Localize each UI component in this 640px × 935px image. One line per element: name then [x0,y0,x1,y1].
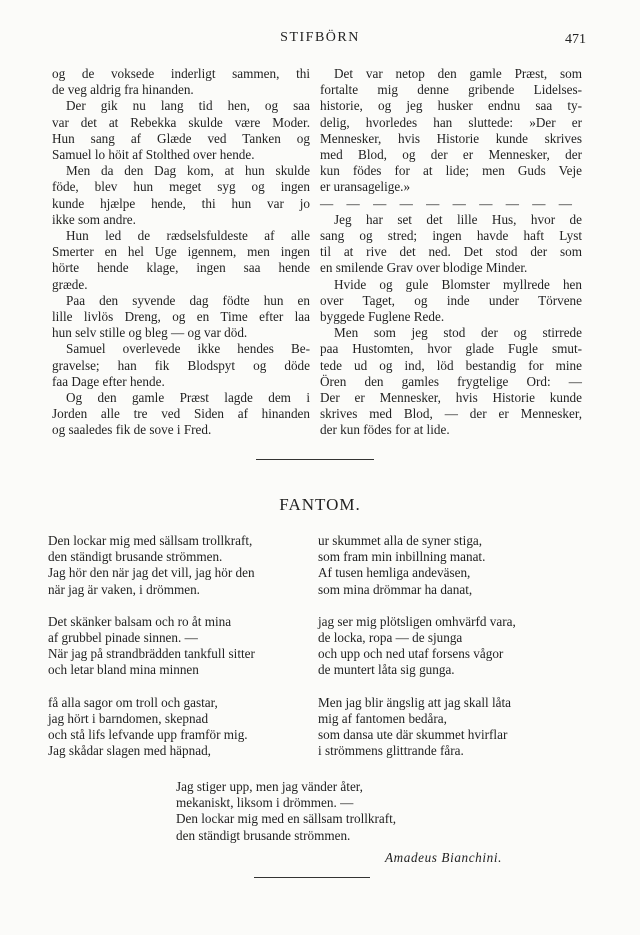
dash: — [452,195,466,211]
poem-title: FANTOM. [279,495,361,514]
verse-line: mekaniskt, liksom i drömmen. — [176,795,354,811]
text-line: paa Hustomten, hvor glade Fugle smut- [320,341,582,357]
verse-line: och stå lifs lefvande upp framför mig. [48,727,248,743]
text-line: Men som jeg stod der og stirrede [334,325,582,341]
verse-line: Men jag blir ängslig att jag skall låta [318,694,512,710]
paragraph [52,163,310,228]
dash: — [399,195,413,211]
verse-line: den ständigt brusande strömmen. [176,827,351,843]
poem-final-stanza [176,779,506,844]
verse-line: jag hört i barndomen, skepnad [48,710,209,726]
verse-line: Af tusen hemliga andeväsen, [318,565,471,581]
text-line: Det var netop den gamle Præst, som [334,66,582,81]
verse-line: Den lockar mig med en sällsam trollkraft, [176,811,397,827]
paragraph [320,66,582,196]
text-line: over Taget, og inde under Törvene [320,292,582,308]
text-line: föde, blev hun meget syg og ingen [52,179,310,195]
text-line: Hvide og gule Blomster myllrede hen [334,276,582,292]
paragraph [52,293,310,342]
text-line: Der er Mennesker, hvis Historie kunde [320,390,582,406]
text-line: Smerter en hel Uge igennem, men ingen [52,244,310,260]
text-line: der kun födes for at lide. [320,422,450,438]
text-line: til at rive det ned. Det stod der som [320,244,582,260]
paragraph [52,390,310,439]
verse-line: Den lockar mig med sällsam trollkraft, [48,533,253,548]
text-line: Jorden alle tre ved Siden af hinanden [52,406,310,422]
text-line: faa Dage efter hende. [52,373,165,389]
dash: — [558,195,572,211]
text-line: skrives med Blod, — der er Mennesker, [320,406,582,422]
paragraph [52,341,310,390]
text-line: tede ud og ind, löd bestandig for mine [320,357,582,373]
text-line: delig, hvorledes han sluttede: »Der er [320,114,582,130]
verse-line: jag ser mig plötsligen omhvärfd vara, [318,613,516,629]
verse-line: af grubbel pinade sinnen. — [48,630,198,646]
text-line: Jeg har set det lille Hus, hvor de [334,211,582,227]
verse-line: när jag är vaken, i drömmen. [48,581,200,597]
prose-left-column [52,66,310,439]
verse-line: de locka, ropa — de sjunga [318,630,463,646]
poem-author: Amadeus Bianchini. [384,850,502,865]
text-line: hun selv stille og bleg — og var död. [52,325,248,341]
dash: — [426,195,440,211]
verse-line: som dansa ute där skummet hvirflar [318,727,508,743]
page-number: 471 [565,32,586,47]
dash: — [320,195,334,211]
poem-right-column [318,533,588,759]
text-line: de veg aldrig fra hinanden. [52,82,194,98]
paragraph [320,325,582,438]
verse-line: de muntert låta sig gunga. [318,662,455,678]
verse-line: och letar bland mina minnen [48,662,199,678]
paragraph [52,98,310,163]
text-line: og saaledes fik de sove i Fred. [52,422,212,438]
verse-line: som mina drömmar ha danat, [318,581,473,597]
verse-line: som fram min inbillning manat. [318,549,486,565]
text-line: fortalte mig denne gribende Lidelses- [320,82,582,98]
text-line: kun födes for at lide; men Guds Veje [320,163,582,179]
verse-line: och upp och ned utaf forsens vågor [318,646,504,662]
dash: — [346,195,360,211]
paragraph [320,277,582,326]
text-line: Samuel overlevede ikke hendes Be- [66,341,310,357]
text-line: historie, og jeg husker endnu saa ty- [320,98,582,114]
text-line: er uransagelige.» [320,179,411,195]
paragraph [52,66,310,98]
text-line: Men da den Dag kom, at hun skulde [66,163,310,179]
text-line: en smilende Grav over blodige Minder. [320,260,528,276]
verse-line: Jag hör den när jag det vill, jag hör den [48,565,255,581]
paragraph [52,228,310,293]
running-header: STIFBÖRN [280,30,360,45]
section-divider [256,459,374,460]
text-line: Ören den gamles frygtelige Ord: — [320,373,582,389]
text-line: Hun sang af Glæde ved Tanken og [52,130,310,146]
text-line: med Blod, og der er Mennesker, der [320,147,582,163]
text-line: ikke som andre. [52,211,136,227]
verse-line: få alla sagor om troll och gastar, [48,694,218,710]
verse-line: När jag på strandbrädden tankfull sitter [48,646,255,662]
text-line: græde. [52,276,88,292]
section-break-dashes [320,196,582,212]
paragraph [320,212,582,277]
verse-line: mig af fantomen bedåra, [318,710,447,726]
dash: — [373,195,387,211]
text-line: og de voksede inderligt sammen, thi [52,66,310,81]
text-line: byggede Fuglene Rede. [320,309,445,325]
text-line: kunde hjælpe hende, thi hun var jo [52,195,310,211]
text-line: gravelse; han fik Blodspyt og döde [52,357,310,373]
end-divider [254,877,370,878]
dash: — [479,195,493,211]
text-line: Mennesker, hvis Historie kunde skrives [320,130,582,146]
verse-line: Jag skådar slagen med häpnad, [48,743,211,759]
verse-line: i strömmens glittrande fåra. [318,743,464,759]
verse-line: Jag stiger upp, men jag vänder åter, [176,779,363,794]
text-line: sang og stred; ingen havde haft Lyst [320,228,582,244]
text-line: hörte hende klage, ingen saa hende [52,260,310,276]
verse-line: Det skänker balsam och ro åt mina [48,613,232,629]
dash: — [532,195,546,211]
text-line: var det at Rebekka skulde være Moder. [52,114,310,130]
poem-left-column [48,533,308,759]
verse-line: den ständigt brusande strömmen. [48,549,223,565]
text-line: Samuel lo höit af Stolthed over hende. [52,147,255,163]
dash: — [505,195,519,211]
text-line: lille livlös Dreng, og en Time efter laa [52,309,310,325]
verse-line: ur skummet alla de syner stiga, [318,533,483,548]
text-line: Paa den syvende dag födte hun en [66,292,310,308]
text-line: Der gik nu lang tid hen, og saa [66,98,310,114]
text-line: Hun led de rædselsfuldeste af alle [66,228,310,244]
prose-right-column [320,66,582,439]
text-line: Og den gamle Præst lagde dem i [66,390,310,406]
